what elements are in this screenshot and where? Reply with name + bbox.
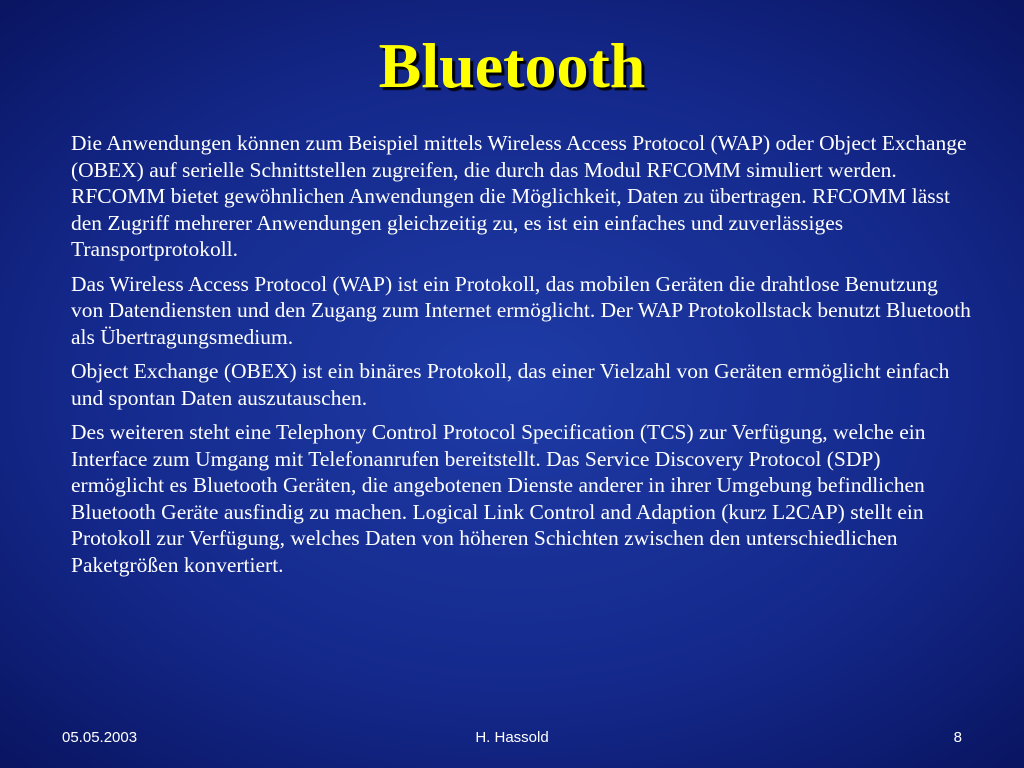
paragraph-rfcomm: Die Anwendungen können zum Beispiel mittels Wireless Access Protocol (WAP) oder Object Exchange (OBEX) auf serielle Schnittstellen zugreifen, die durch das Modul RFCOMM simuliert werden. RFCOMM bietet gewöhnlichen Anwendungen die Möglichkeit, Daten zu übertragen. RFCOMM lässt den Zugriff mehrerer Anwendungen gleichzeitig zu, es ist ein einfaches und zuverlässiges Transportprotokoll. [71,131,967,261]
paragraph-tcs-sdp-l2cap: Des weiteren steht eine Telephony Control Protocol Specification (TCS) zur Verfügung, welche ein Interface zum Umgang mit Telefonanrufen bereitstellt. Das Service Discovery Protocol (SDP) ermöglicht es Bluetooth Geräten, die angebotenen Dienste anderer in ihrer Umgebung befindlichen Bluetooth Geräte ausfindig zu machen. Logical Link Control and Adaption (kurz L2CAP) stellt ein Protokoll zur Verfügung, welches Daten von höheren Schichten zwischen den unterschiedlichen Paketgrößen konvertiert. [71,420,926,577]
slide-body [71,130,971,586]
slide-title: Bluetooth [378,30,646,101]
paragraph-obex: Object Exchange (OBEX) ist ein binäres Protokoll, das einer Vielzahl von Geräten ermöglicht einfach und spontan Daten auszutauschen. [71,359,950,410]
footer-page-number: 8 [953,729,962,746]
footer-author: H. Hassold [475,729,549,746]
paragraph-wap: Das Wireless Access Protocol (WAP) ist ein Protokoll, das mobilen Geräten die drahtlose Benutzung von Datendiensten und den Zugang zum Internet ermöglicht. Der WAP Protokollstack benutzt Bluetooth als Übertragungsmedium. [71,271,971,349]
footer-date: 05.05.2003 [62,729,138,746]
